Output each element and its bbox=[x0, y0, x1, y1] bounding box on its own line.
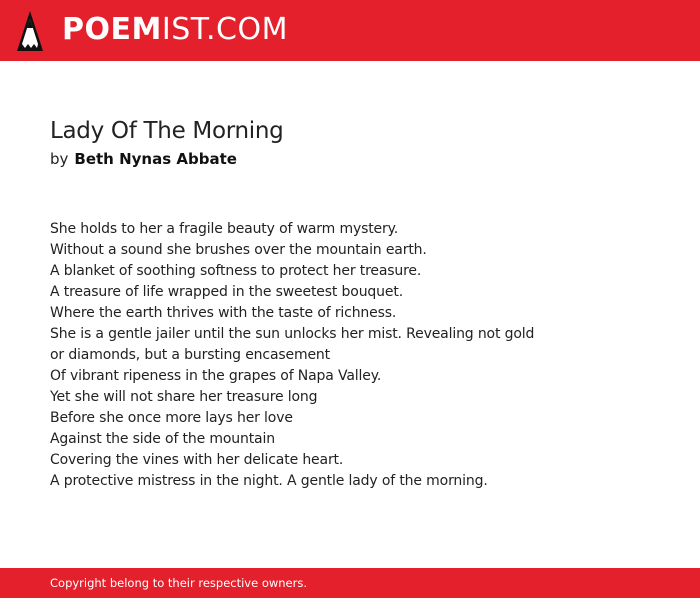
poem-line: Covering the vines with her delicate heart. bbox=[50, 452, 344, 468]
poem-title: Lady Of The Morning bbox=[50, 118, 284, 144]
poem-line: A treasure of life wrapped in the sweetest bouquet. bbox=[50, 284, 403, 300]
poem-line: A blanket of soothing softness to protect her treasure. bbox=[50, 263, 422, 279]
poem-line: Before she once more lays her love bbox=[50, 410, 293, 426]
poem-line: A protective mistress in the night. A gentle lady of the morning. bbox=[50, 473, 488, 489]
copyright-notice: Copyright belong to their respective owners. bbox=[50, 576, 308, 590]
poem-line: Where the earth thrives with the taste of richness. bbox=[50, 305, 397, 321]
poem-line: She holds to her a fragile beauty of warm mystery. bbox=[50, 221, 399, 237]
logo-text-light: IST.COM bbox=[161, 12, 288, 47]
poem-author: Beth Nynas Abbate bbox=[74, 150, 237, 168]
site-footer bbox=[0, 568, 700, 598]
poem-line: Against the side of the mountain bbox=[50, 431, 275, 447]
poem-byline bbox=[50, 149, 237, 169]
logo-text-bold: POEM bbox=[62, 12, 162, 47]
poem-body bbox=[50, 219, 650, 492]
poem-line: or diamonds, but a bursting encasement bbox=[50, 347, 330, 363]
site-logo[interactable] bbox=[62, 12, 288, 48]
poem-line: Without a sound she brushes over the mountain earth. bbox=[50, 242, 427, 258]
poem-line: Of vibrant ripeness in the grapes of Napa Valley. bbox=[50, 368, 382, 384]
by-label: by bbox=[50, 150, 69, 168]
site-header bbox=[0, 0, 700, 61]
poem-line: She is a gentle jailer until the sun unlocks her mist. Revealing not gold bbox=[50, 326, 535, 342]
pencil-tip-icon bbox=[16, 10, 44, 52]
poem-line: Yet she will not share her treasure long bbox=[50, 389, 318, 405]
